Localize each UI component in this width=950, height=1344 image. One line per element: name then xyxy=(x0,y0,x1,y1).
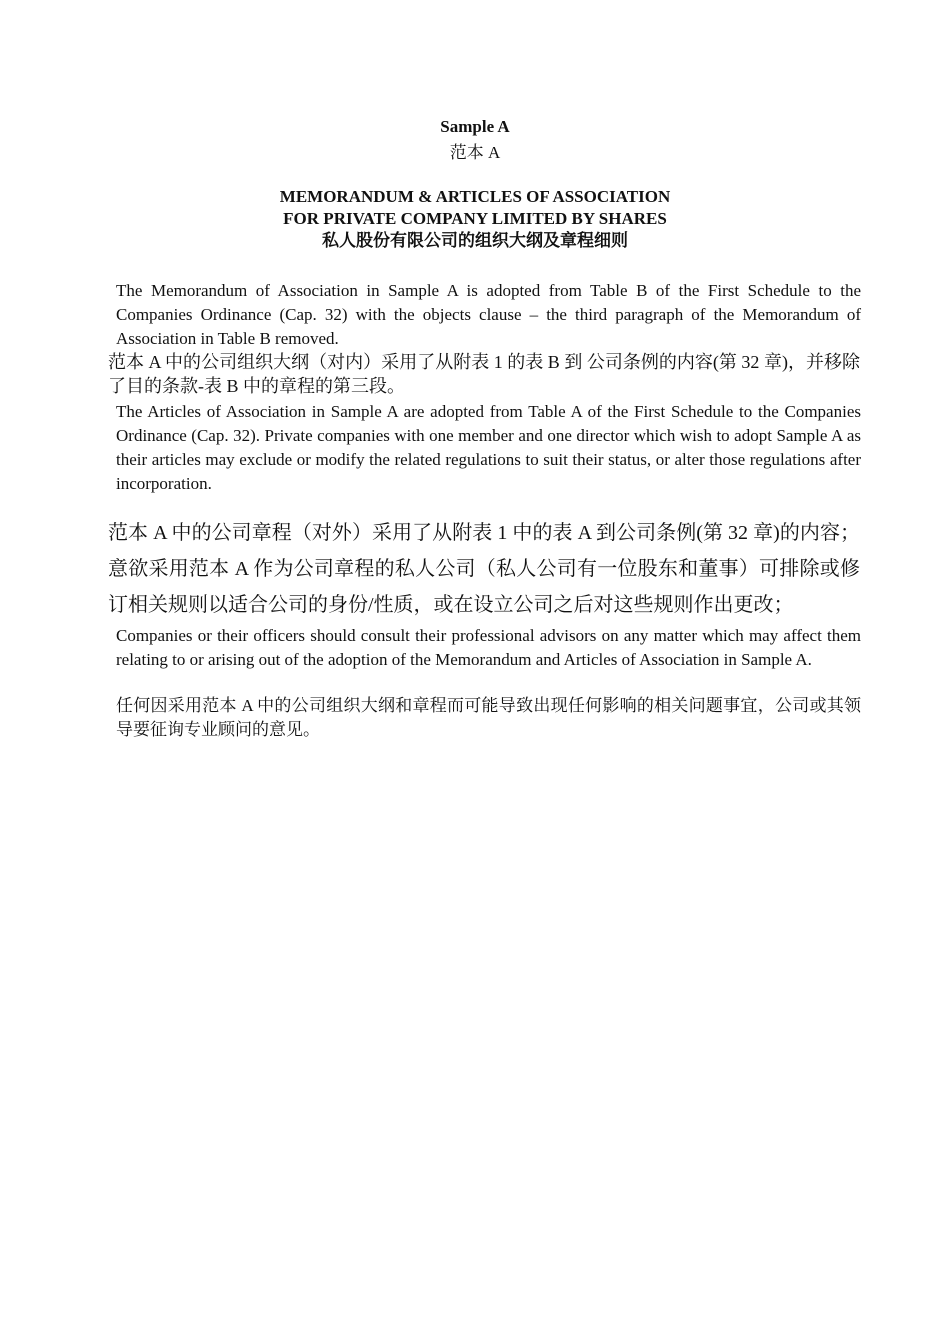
advice-paragraph-cn: 任何因采用范本 A 中的公司组织大纲和章程而可能导致出现任何影响的相关问题事宜，公司或其领导要征询专业顾问的意见。 xyxy=(116,696,861,739)
document-title-line-1: MEMORANDUM & ARTICLES OF ASSOCIATION xyxy=(279,187,671,206)
document-title xyxy=(0,186,950,252)
articles-paragraph-cn: 范本 A 中的公司章程（对外）采用了从附表 1 中的表 A 到公司条例(第 32 章)的内容；意欲采用范本 A 作为公司章程的私人公司（私人公司有一位股东和董事）可排除或修订相关规则以适合公司的身份/性质，或在设立公司之后对这些规则作出更改； xyxy=(108,522,860,616)
document-title-cn: 私人股份有限公司的组织大纲及章程细则 xyxy=(322,231,628,250)
memorandum-paragraph-en: The Memorandum of Association in Sample A is adopted from Table B of the First Schedule to the Companies Ordinance (Cap. 32) with the objects clause – the third paragraph of the Memorandum of Association in Table B removed. xyxy=(116,281,861,348)
memorandum-paragraph-cn: 范本 A 中的公司组织大纲（对内）采用了从附表 1 的表 B 到 公司条例的内容(第 32 章)，并移除了目的条款-表 B 中的章程的第三段。 xyxy=(108,352,860,396)
sample-title: Sample A xyxy=(440,117,510,136)
advice-paragraph-en: Companies or their officers should consult their professional advisors on any matter which may affect them relating to or arising out of the adoption of the Memorandum and Articles of Association in Sample A. xyxy=(116,626,861,669)
sample-title-cn: 范本 A xyxy=(449,143,501,162)
document-title-line-2: FOR PRIVATE COMPANY LIMITED BY SHARES xyxy=(283,209,667,228)
articles-paragraph-en: The Articles of Association in Sample A are adopted from Table A of the First Schedule to the Companies Ordinance (Cap. 32). Private companies with one member and one director which wish to adopt Sample A as their articles may exclude or modify the related regulations to suit their status, or alter those regulations after incorporation. xyxy=(116,402,861,493)
